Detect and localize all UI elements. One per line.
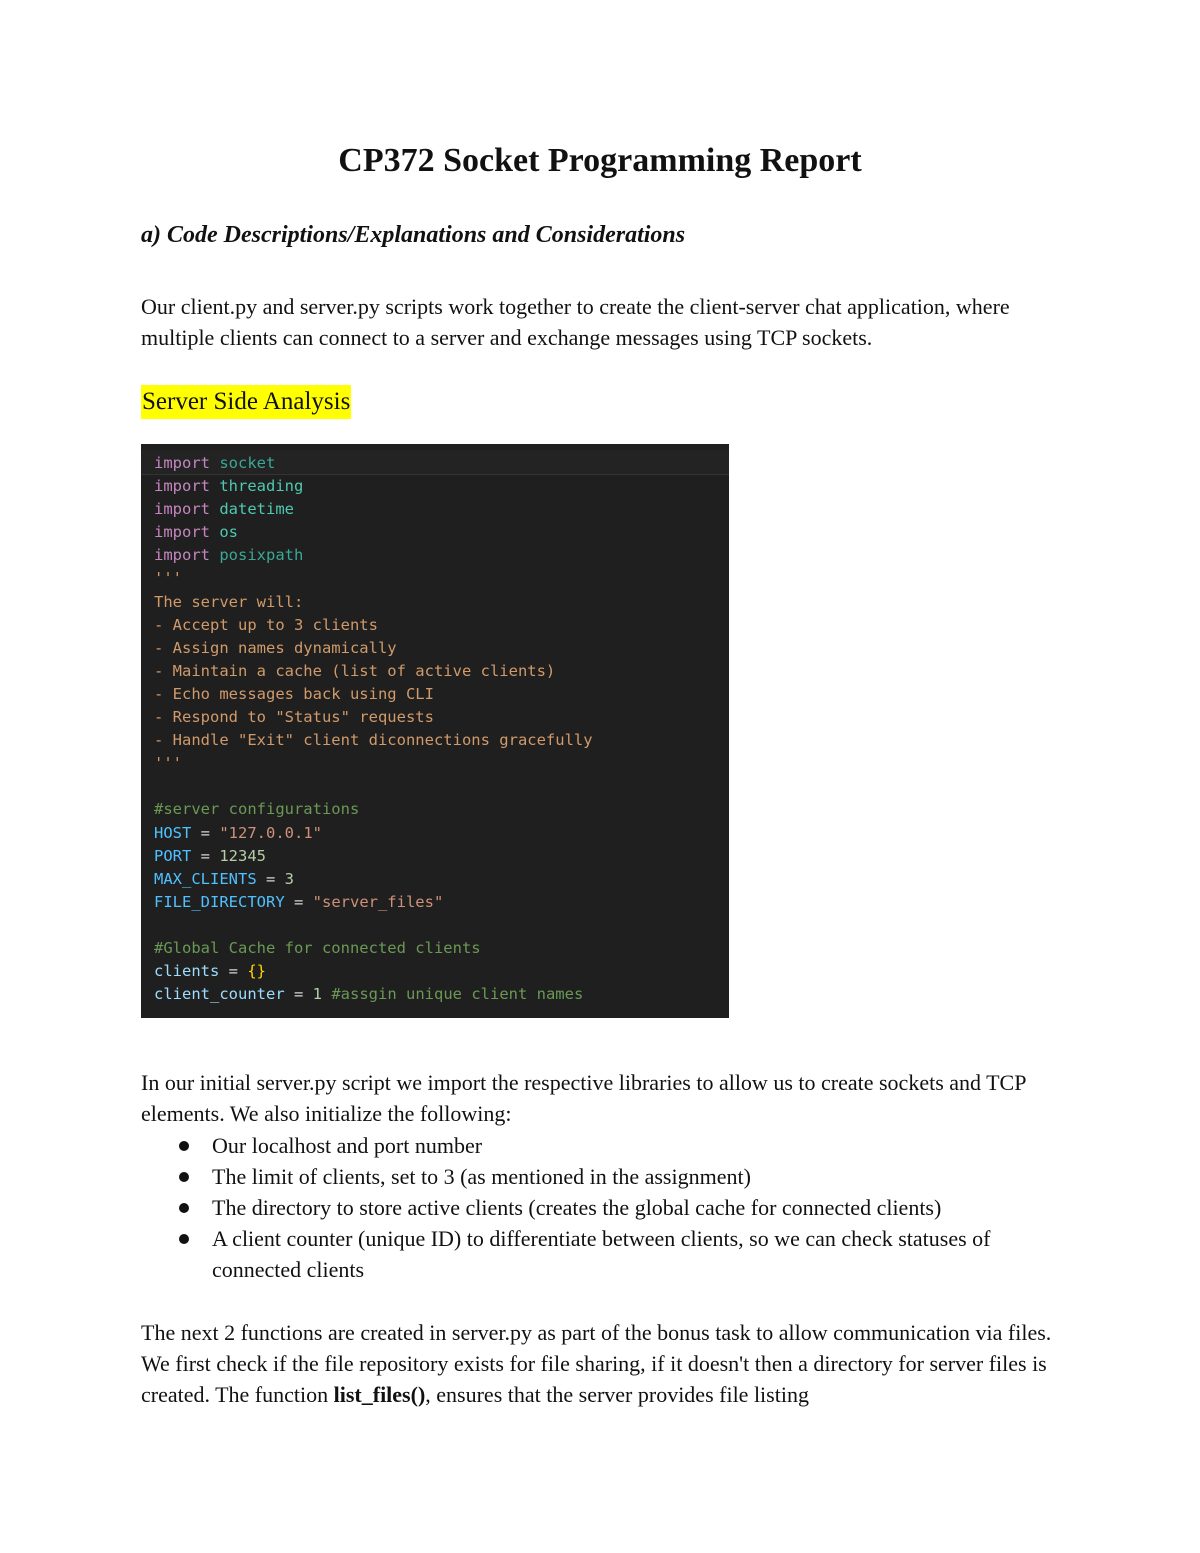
list-item: [141, 1223, 1061, 1285]
code-screenshot: [141, 444, 729, 1018]
bullet-icon: [179, 1234, 189, 1244]
code-line: [154, 914, 593, 937]
code-token: import: [154, 523, 210, 542]
code-token: =: [284, 892, 313, 911]
code-line: [154, 937, 593, 960]
list-item: [141, 1192, 1061, 1223]
list-item-text: The limit of clients, set to 3 (as mentioned in the assignment): [212, 1164, 751, 1189]
code-token: import: [154, 454, 210, 472]
code-token: - Handle "Exit" client diconnections gracefully: [154, 731, 593, 750]
code-line: [154, 798, 593, 821]
list-item-text: A client counter (unique ID) to differentiate between clients, so we can check statuses of connected clients: [212, 1226, 991, 1282]
code-line: [154, 614, 593, 637]
list-item: [141, 1130, 1061, 1161]
code-token: PORT: [154, 846, 192, 865]
code-line: [154, 544, 593, 567]
code-line: [154, 983, 593, 1006]
list-item: [141, 1161, 1061, 1192]
code-line: [154, 475, 593, 498]
code-token: datetime: [219, 500, 294, 519]
code-token: [210, 546, 219, 564]
code-line: [154, 683, 593, 706]
initialization-bullet-list: [141, 1130, 1061, 1285]
code-token: [210, 477, 219, 495]
paragraph-bonus-functions: [141, 1317, 1061, 1410]
code-line: [154, 498, 593, 521]
code-token: - Assign names dynamically: [154, 638, 397, 657]
code-line: [154, 591, 593, 614]
code-token: threading: [219, 477, 304, 496]
paragraph-text: , ensures that the server provides file listing: [425, 1382, 809, 1407]
code-line: [154, 960, 593, 983]
page-title: CP372 Socket Programming Report: [338, 142, 862, 179]
code-token: - Echo messages back using CLI: [154, 684, 434, 703]
code-line: [154, 729, 593, 752]
code-token: =: [256, 869, 285, 888]
code-line: [154, 706, 593, 729]
code-token: MAX_CLIENTS: [154, 869, 257, 888]
code-line: [154, 845, 593, 868]
code-token: import: [154, 477, 210, 496]
code-token: import: [154, 546, 210, 565]
code-token: "server_files": [312, 892, 444, 911]
code-token: socket: [219, 454, 276, 472]
code-token: FILE_DIRECTORY: [154, 892, 285, 911]
code-line: [154, 567, 593, 590]
code-line: [154, 637, 593, 660]
code-token: #server configurations: [154, 800, 360, 819]
code-token: =: [191, 846, 220, 865]
code-token: [210, 500, 219, 518]
code-token: The server will:: [154, 592, 304, 611]
function-name-list-files: list_files(): [333, 1382, 426, 1407]
code-token: {}: [247, 962, 266, 981]
code-line: [154, 452, 593, 475]
code-token: 3: [284, 869, 294, 888]
code-token: client_counter: [154, 985, 285, 1004]
code-line: [154, 752, 593, 775]
code-line: [154, 891, 593, 914]
code-token: =: [191, 823, 220, 842]
intro-paragraph: Our client.py and server.py scripts work together to create the client-server chat application, where multiple clients can connect to a server and exchange messages using TCP sockets.: [141, 294, 1010, 350]
code-line: [154, 822, 593, 845]
list-item-text: The directory to store active clients (creates the global cache for connected clients): [212, 1195, 942, 1220]
code-token: =: [284, 985, 313, 1004]
code-token: import: [154, 500, 210, 519]
code-line: [154, 775, 593, 798]
code-line: [154, 521, 593, 544]
code-token: "127.0.0.1": [219, 823, 322, 842]
code-token: ''': [154, 569, 182, 588]
server-side-analysis-heading: Server Side Analysis: [141, 385, 351, 419]
code-token: ''': [154, 754, 182, 773]
code-token: - Respond to "Status" requests: [154, 708, 434, 727]
code-token: #assgin unique client names: [331, 985, 584, 1004]
code-line: [154, 660, 593, 683]
code-token: - Accept up to 3 clients: [154, 615, 378, 634]
code-lines: [154, 452, 593, 1006]
bullet-icon: [179, 1203, 189, 1213]
code-token: clients: [154, 962, 220, 981]
bullet-icon: [179, 1172, 189, 1182]
code-token: HOST: [154, 823, 192, 842]
code-token: [210, 523, 219, 541]
paragraph-initialization: In our initial server.py script we import the respective libraries to allow us to create sockets and TCP elements. We also initialize the following:: [141, 1070, 1026, 1126]
code-token: [322, 985, 331, 1003]
code-token: =: [219, 962, 248, 981]
list-item-text: Our localhost and port number: [212, 1133, 483, 1158]
code-token: 1: [312, 985, 322, 1004]
code-token: - Maintain a cache (list of active clients): [154, 661, 556, 680]
code-token: [210, 454, 219, 472]
code-token: #Global Cache for connected clients: [154, 938, 481, 957]
code-token: 12345: [219, 846, 266, 865]
code-token: posixpath: [219, 546, 304, 565]
bullet-icon: [179, 1141, 189, 1151]
paragraph-text: The next 2 functions are created in server.py as part of the bonus task to allow communication via files. We first check if the file repository exists for file sharing, if it doesn't then a directory for server files is created. The function: [141, 1320, 1052, 1407]
section-heading: a) Code Descriptions/Explanations and Considerations: [141, 222, 686, 248]
code-line: [154, 868, 593, 891]
code-token: os: [219, 523, 239, 542]
